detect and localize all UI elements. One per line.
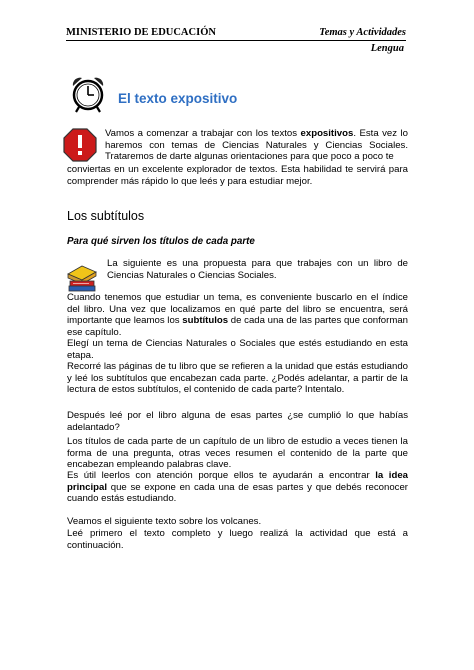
section-heading: Los subtítulos bbox=[67, 209, 145, 223]
body-bold: subtítulos bbox=[182, 315, 229, 327]
page-title: El texto expositivo bbox=[118, 91, 238, 106]
stop-sign-icon bbox=[63, 128, 97, 162]
body-paragraph-2 bbox=[67, 292, 408, 338]
intro-text: Vamos a comenzar a trabajar con los textos bbox=[105, 128, 301, 139]
body-text: de cada una de las partes que conforman ese capítulo. bbox=[67, 315, 408, 338]
body-paragraph-9: Leé primero el texto completo y luego realizá la actividad que está a continuación. bbox=[67, 528, 408, 551]
body-paragraph-7 bbox=[67, 470, 408, 505]
body-paragraph-3: Elegí un tema de Ciencias Naturales o Sociales que estés estudiando en esta etapa. bbox=[67, 338, 408, 361]
intro-bold: expositivos bbox=[300, 128, 354, 139]
books-icon bbox=[67, 262, 97, 294]
body-text: La siguiente es una propuesta para que trabajes con un libro de Ciencias Naturales o Ciencias Sociales. bbox=[107, 258, 408, 281]
header-subject: Lengua bbox=[370, 43, 404, 54]
body-text: que se expone en cada una de esas partes y que debés reconocer cuando estás estudiando. bbox=[67, 481, 408, 505]
intro-paragraph bbox=[105, 128, 408, 163]
header-rule bbox=[66, 40, 406, 41]
intro-paragraph-cont: conviertas en un excelente explorador de textos. Esta habilidad te servirá para comprender más rápido lo que leés y para estudiar mejor. bbox=[67, 164, 408, 187]
body-text: Cuando tenemos que estudiar un tema, es conveniente buscarlo en el índice del libro. Una vez que localizamos en qué parte del libro se encuentra, será importante que leamos los bbox=[67, 292, 408, 327]
body-bold: la idea principal bbox=[67, 470, 408, 493]
body-paragraph-8: Veamos el siguiente texto sobre los volcanes. bbox=[67, 516, 262, 527]
alarm-clock-icon bbox=[70, 75, 106, 113]
subheading: Para qué sirven los títulos de cada parte bbox=[67, 236, 255, 247]
body-paragraph-1 bbox=[107, 258, 408, 281]
header-ministry: MINISTERIO DE EDUCACIÓN bbox=[66, 27, 216, 38]
intro-text-cont: . Esta vez lo haremos con temas de Ciencias Naturales y Ciencias Sociales. Trataremos de darte algunas orientaciones para que poco a poco te bbox=[105, 128, 408, 163]
body-text: Es útil leerlos con atención porque ellos te ayudarán a encontrar bbox=[67, 470, 376, 481]
body-paragraph-5: Después leé por el libro alguna de esas partes ¿se cumplió lo que habías adelantado? bbox=[67, 410, 408, 433]
header-section: Temas y Actividades bbox=[319, 27, 406, 38]
body-paragraph-6: Los títulos de cada parte de un capítulo de un libro de estudio a veces tienen la forma de una pregunta, otras veces resumen el contenido de la parte que encabezan empleando palabras clave. bbox=[67, 436, 408, 471]
body-paragraph-4: Recorré las páginas de tu libro que se refieren a la unidad que estás estudiando y leé los subtítulos que encabezan cada parte. ¿Podés adelantar, a partir de la lectura de estos subtítulos, el contenido de cada parte? Intentalo. bbox=[67, 361, 408, 396]
